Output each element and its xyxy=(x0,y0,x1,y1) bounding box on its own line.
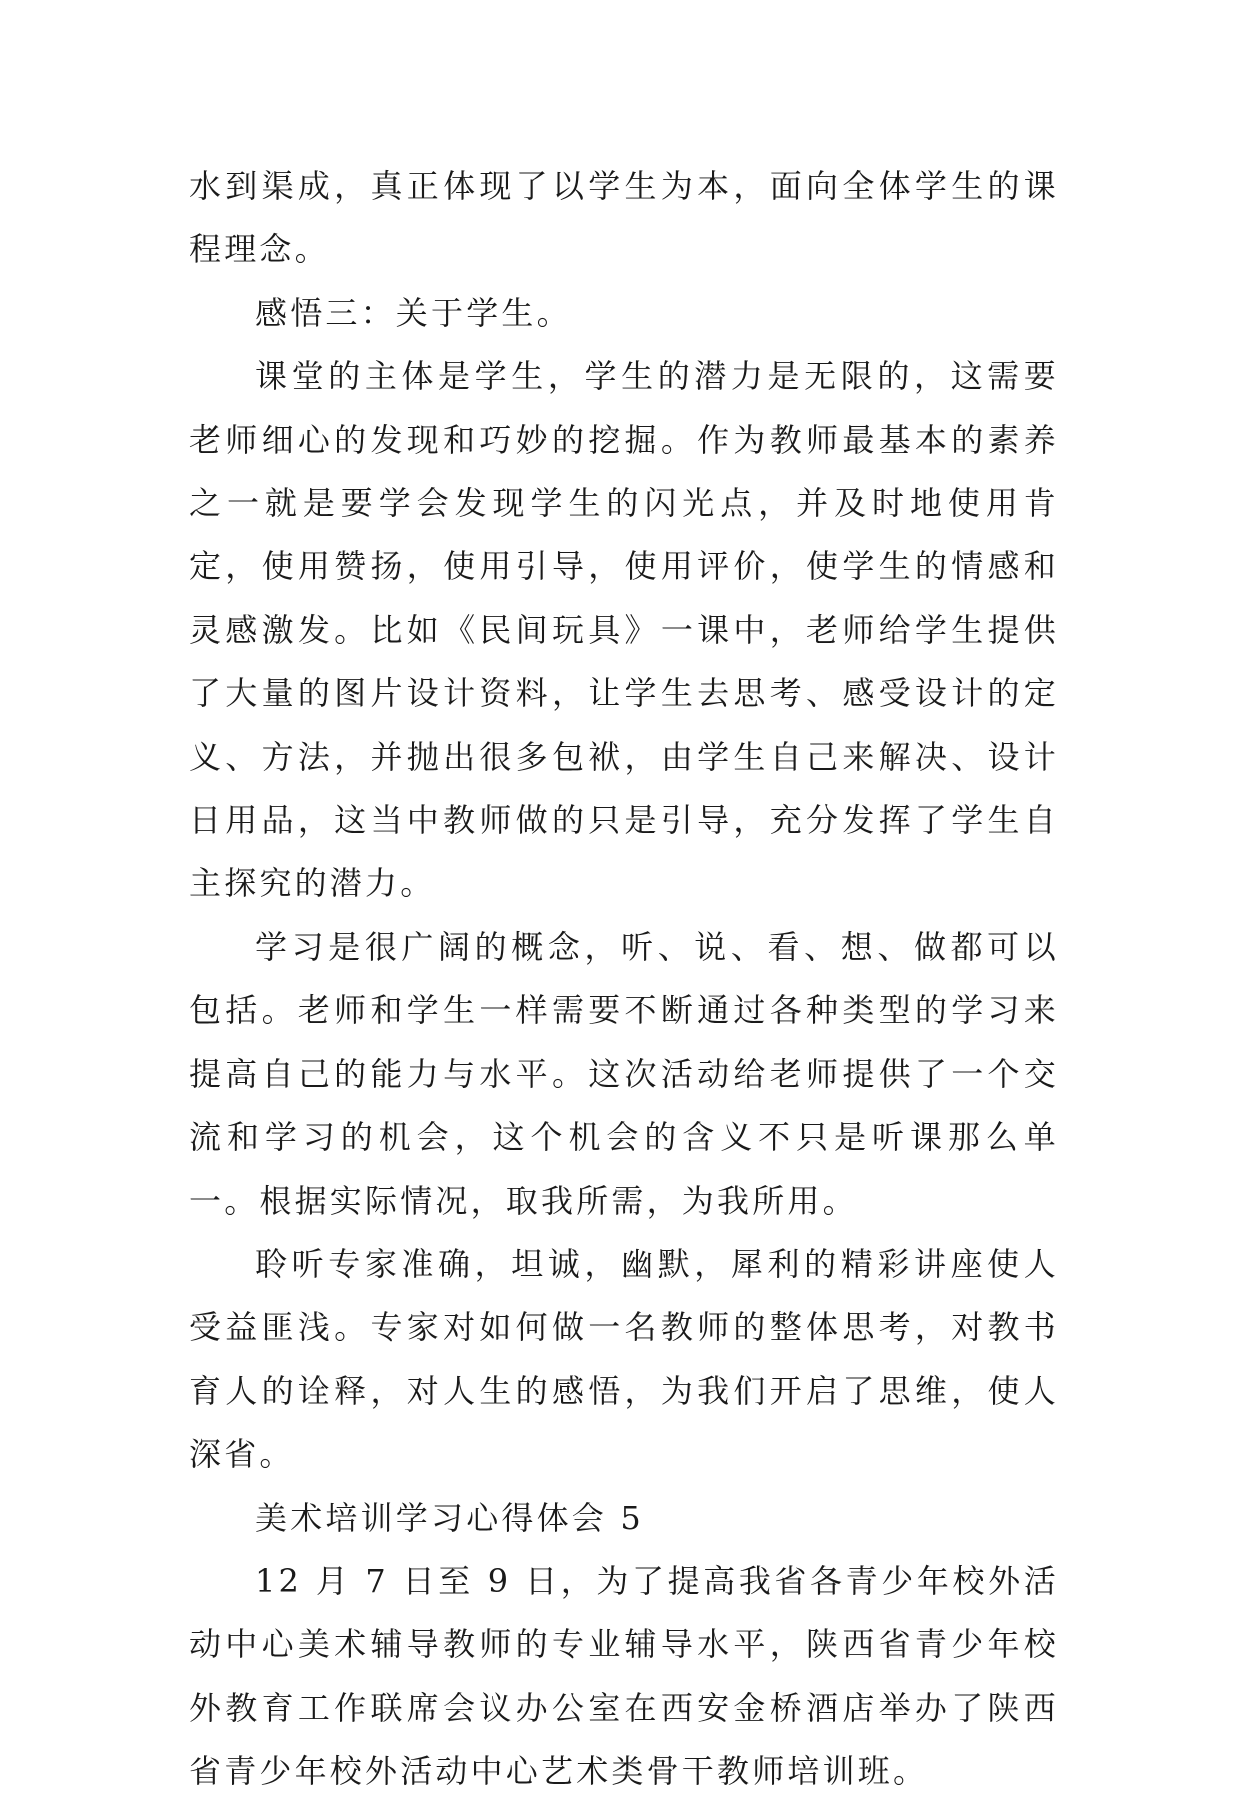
paragraph-2: 课堂的主体是学生，学生的潜力是无限的，这需要老师细心的发现和巧妙的挖掘。作为教师最基本的素养之一就是要学会发现学生的闪光点，并及时地使用肯定，使用赞扬，使用引导，使用评价，使学生的情感和灵感激发。比如《民间玩具》一课中，老师给学生提供了大量的图片设计资料，让学生去思考、感受设计的定义、方法，并抛出很多包袱，由学生自己来解决、设计日用品，这当中教师做的只是引导，充分发挥了学生自主探究的潜力。 xyxy=(189,357,1059,903)
paragraph-4: 聆听专家准确，坦诚，幽默，犀利的精彩讲座使人受益匪浅。专家对如何做一名教师的整体思考，对教书育人的诠释，对人生的感悟，为我们开启了思维，使人深省。 xyxy=(189,1244,1059,1474)
article-title-5: 美术培训学习心得体会 5 xyxy=(255,1498,644,1537)
section-heading-3: 感悟三：关于学生。 xyxy=(255,293,572,332)
paragraph-5: 12 月 7 日至 9 日，为了提高我省各青少年校外活动中心美术辅导教师的专业辅导水平，陕西省青少年校外教育工作联席会议办公室在西安金桥酒店举办了陕西省青少年校外活动中心艺术类骨干教师培训班。 xyxy=(189,1561,1059,1791)
paragraph-1: 水到渠成，真正体现了以学生为本，面向全体学生的课程理念。 xyxy=(189,167,1059,269)
paragraph-3: 学习是很广阔的概念，听、说、看、想、做都可以包括。老师和学生一样需要不断通过各种类型的学习来提高自己的能力与水平。这次活动给老师提供了一个交流和学习的机会，这个机会的含义不只是听课那么单一。根据实际情况，取我所需，为我所用。 xyxy=(189,927,1059,1220)
document-body xyxy=(189,155,1059,1804)
